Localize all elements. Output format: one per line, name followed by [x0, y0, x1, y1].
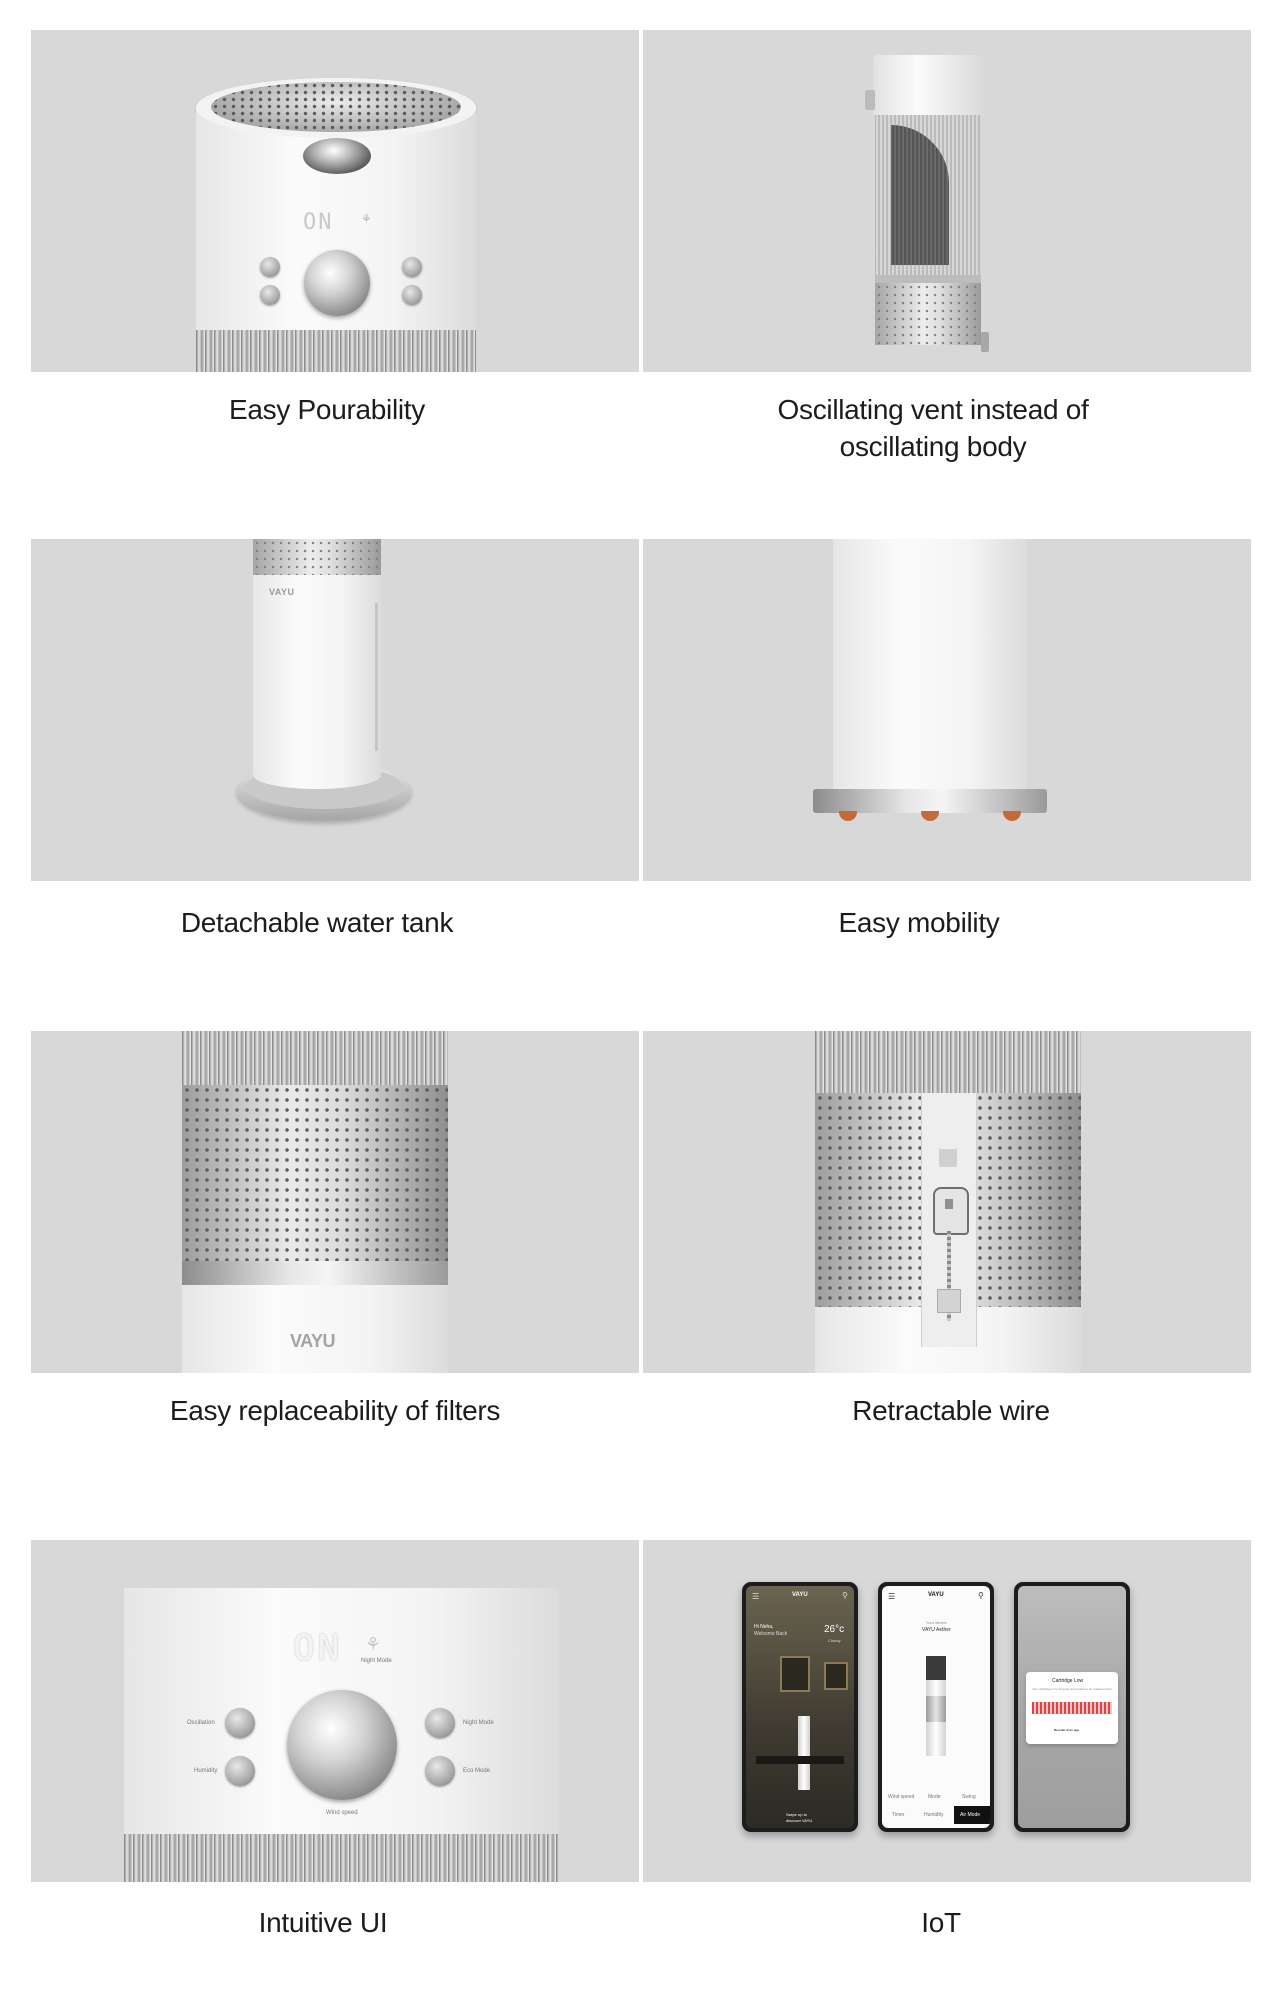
top-mesh [253, 539, 381, 575]
weather-text: Cloudy [828, 1638, 841, 1643]
mode-label: Night Mode [361, 1658, 392, 1664]
promo-line1: Swipe up to [786, 1812, 807, 1817]
phone-device-screen [878, 1582, 994, 1832]
oscillation-button[interactable] [225, 1708, 255, 1738]
menu-icon[interactable]: ☰ [888, 1592, 896, 1601]
caption-intuitive-ui: Intuitive UI [258, 1907, 388, 1938]
eco-mode-button[interactable] [425, 1756, 455, 1786]
oscillation-label: Oscillation [187, 1720, 215, 1726]
greeting-text: Hi Neha, [754, 1624, 774, 1630]
control-timer[interactable]: Timer [892, 1812, 905, 1818]
app-brand: VAYU [928, 1592, 944, 1598]
caption-easy-mobility: Easy mobility [838, 907, 1000, 938]
alert-body: Your cartridge is running low and needs to be replaced soon [1032, 1687, 1112, 1691]
display-readout: ON [293, 1628, 343, 1669]
product-title: VAYU Aether [922, 1627, 951, 1633]
panel-iot [643, 1540, 1251, 1882]
eco-mode-button[interactable] [402, 285, 422, 305]
phone-alert-screen [1014, 1582, 1130, 1832]
base-ring [813, 789, 1047, 813]
water-inlet-dimpled [211, 82, 461, 132]
water-tank[interactable] [253, 575, 381, 789]
control-swing[interactable]: Swing [962, 1794, 976, 1800]
device-body [833, 539, 1027, 789]
panel-retractable-wire [643, 1031, 1251, 1373]
filter-band [182, 1261, 448, 1285]
display-readout: ON [303, 210, 334, 235]
droplet-icon: ⚘ [361, 212, 372, 226]
eco-mode-label: Eco Mode [463, 1768, 491, 1774]
air-grille [182, 1031, 448, 1085]
control-mode[interactable]: Mode [928, 1794, 941, 1800]
night-mode-button[interactable] [402, 257, 422, 277]
wind-speed-dial[interactable] [287, 1690, 397, 1800]
product-sub: Your device [926, 1620, 947, 1625]
plug-icon[interactable] [933, 1187, 969, 1235]
air-grille [124, 1834, 559, 1882]
panel-intuitive-ui [31, 1540, 639, 1882]
device-top-housing [873, 55, 983, 115]
alert-action[interactable]: Reorder from app [1054, 1728, 1080, 1732]
wheel-right-icon [1003, 811, 1021, 821]
device-thumbnail [798, 1716, 810, 1790]
caption-oscillating-vent: Oscillating vent instead of oscillating body [777, 394, 1089, 462]
control-wind-speed[interactable]: Wind speed [888, 1794, 915, 1800]
caption-detachable-tank: Detachable water tank [180, 907, 454, 938]
welcome-text: Welcome Back [754, 1631, 788, 1637]
humidity-button[interactable] [260, 285, 280, 305]
wheel-center-icon [921, 811, 939, 821]
filter-mesh[interactable] [182, 1085, 448, 1261]
water-level-indicator [375, 603, 378, 751]
alert-title: Cartridge Low [1052, 1678, 1084, 1684]
caption-retractable-wire: Retractable wire [852, 1395, 1050, 1426]
wall-art [780, 1656, 810, 1692]
control-air-mode-label: Air Mode [960, 1812, 981, 1818]
wind-speed-dial[interactable] [304, 250, 370, 316]
pour-cap-icon[interactable] [303, 138, 371, 174]
control-buttons-side[interactable] [865, 90, 875, 110]
air-grille [196, 330, 476, 372]
oscillation-button[interactable] [260, 257, 280, 277]
brand-logo: VAYU [269, 587, 295, 597]
wheel-left-icon [839, 811, 857, 821]
control-humidity[interactable]: Humidity [924, 1812, 944, 1818]
brand-logo: VAYU [290, 1331, 336, 1351]
night-mode-label: Night Mode [463, 1720, 494, 1726]
caption-iot: IoT [921, 1907, 961, 1938]
panel-easy-mobility [643, 539, 1251, 881]
search-icon[interactable]: ⚲ [978, 1591, 984, 1600]
search-icon[interactable]: ⚲ [842, 1591, 848, 1600]
panel-easy-pourability [31, 30, 639, 372]
device-body [182, 1285, 448, 1373]
droplet-icon: ⚘ [365, 1634, 382, 1654]
socket-icon [939, 1149, 957, 1167]
night-mode-button[interactable] [425, 1708, 455, 1738]
menu-icon[interactable]: ☰ [752, 1592, 760, 1601]
air-grille [815, 1031, 1081, 1093]
base-mesh [875, 275, 981, 345]
phone-home-screen [742, 1582, 858, 1832]
socket-icon [937, 1289, 961, 1313]
caption-replaceable-filters: Easy replaceability of filters [169, 1395, 501, 1426]
app-brand: VAYU [792, 1592, 808, 1598]
temperature-readout: 26°c [824, 1624, 845, 1635]
panel-replaceable-filters [31, 1031, 639, 1373]
wind-speed-label: Wind speed [326, 1810, 358, 1816]
panel-detachable-tank [31, 539, 639, 881]
promo-line2: discover VAYU [786, 1818, 813, 1823]
cable-connector [981, 332, 989, 352]
humidity-button[interactable] [225, 1756, 255, 1786]
cartridge-level-bar [1032, 1702, 1112, 1714]
wall-art [824, 1662, 848, 1690]
panel-oscillating-vent [643, 30, 1251, 372]
humidity-label: Humidity [194, 1768, 218, 1774]
caption-easy-pourability: Easy Pourability [229, 394, 425, 425]
